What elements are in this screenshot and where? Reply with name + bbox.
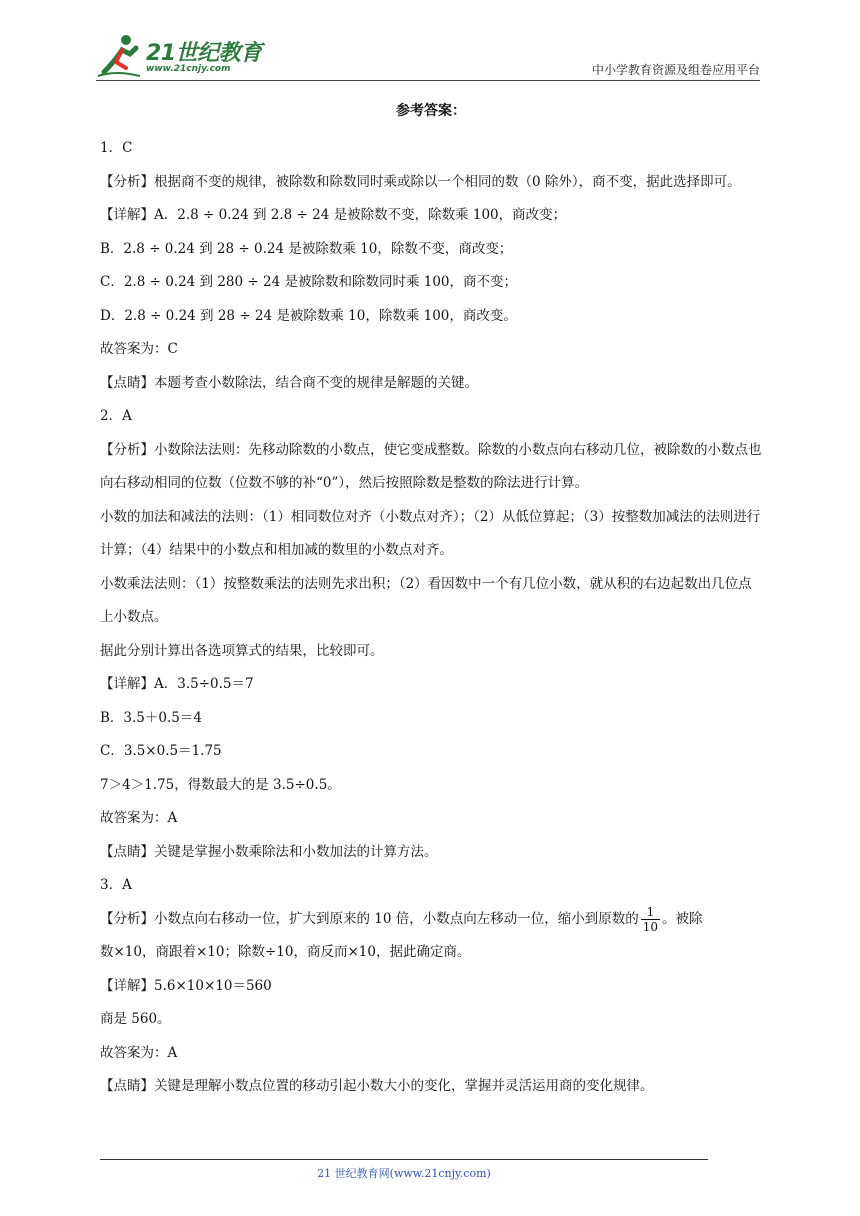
detail-text: B．2.8 ÷ 0.24 到 28 ÷ 0.24 是被除数乘 10，除数不变，商改变； [100,240,513,257]
detail-text: 【详解】5.6×10×10＝560 [100,977,272,994]
answer-content [100,100,762,1104]
page-footer: 21 世纪教育网(www.21cnjy.com) [317,1167,491,1180]
question-number: 2．A [100,408,132,424]
answer-text: 故答案为：A [100,1044,178,1061]
detail-text: B．3.5＋0.5＝4 [100,709,202,726]
logo-text: 21世纪教育 [146,41,262,66]
detail-text: 商是 560。 [100,1011,171,1027]
analysis-text: 数×10，商跟着×10；除数÷10，商反而×10，据此确定商。 [100,944,471,960]
answer-text: 故答案为：A [100,810,178,826]
comment-text: 【点睛】关键是掌握小数乘除法和小数加法的计算方法。 [100,843,438,860]
detail-text: 【详解】A．2.8 ÷ 0.24 到 2.8 ÷ 24 是被除数不变，除数乘 100，商改变； [100,207,567,223]
logo-url: www.21cnjy.com [146,64,231,74]
analysis-text: 【分析】根据商不变的规律，被除数和除数同时乘或除以一个相同的数（0 除外），商不变，据此选择即可。 [100,173,741,190]
detail-text: 【详解】A．3.5÷0.5＝7 [100,676,254,692]
fraction [641,905,660,934]
analysis-text: 据此分别计算出各选项算式的结果，比较即可。 [100,642,384,659]
platform-name: 中小学教育资源及组卷应用平台 [591,63,760,77]
analysis-text-part: 。被除 [662,910,703,927]
question-number: 3．A [100,877,132,893]
detail-text: C．3.5×0.5＝1.75 [100,743,222,759]
detail-text: D．2.8 ÷ 0.24 到 28 ÷ 24 是被除数乘 10，除数乘 100，商改变。 [100,307,517,324]
analysis-text: 小数的加法和减法的法则：（1）相同数位对齐（小数点对齐）；（2）从低位算起；（3）按整数加减法的法则进行计算；（4）结果中的小数点和相加减的数里的小数点对齐。 [100,508,761,558]
header-divider [96,80,760,81]
page-title: 参考答案： [396,103,466,119]
answer-text: 故答案为：C [100,341,178,357]
analysis-text-part: 【分析】小数点向右移动一位，扩大到原来的 10 倍，小数点向左移动一位，缩小到原数的 [100,910,639,927]
detail-text: C．2.8 ÷ 0.24 到 280 ÷ 24 是被除数和除数同时乘 100，商不变； [100,274,518,290]
runner-logo-icon [96,32,144,80]
analysis-text [100,903,762,937]
footer-divider [100,1159,708,1160]
logo [96,32,266,80]
analysis-text: 小数乘法法则：（1）按整数乘法的法则先求出积；（2）看因数中一个有几位小数，就从积的右边起数出几位点上小数点。 [100,575,752,625]
comment-text: 【点睛】关键是理解小数点位置的移动引起小数大小的变化，掌握并灵活运用商的变化规律。 [100,1078,654,1094]
page-header [96,28,760,80]
fraction-numerator: 1 [641,905,660,920]
detail-text: 7＞4＞1.75，得数最大的是 3.5÷0.5。 [100,776,341,793]
comment-text: 【点睛】本题考查小数除法，结合商不变的规律是解题的关键。 [100,374,478,391]
question-number: 1．C [100,140,133,156]
analysis-text: 【分析】小数除法法则：先移动除数的小数点，使它变成整数。除数的小数点向右移动几位，被除数的小数点也向右移动相同的位数（位数不够的补“0”），然后按照除数是整数的除法进行计算。 [100,441,762,491]
fraction-denominator: 10 [642,919,659,934]
